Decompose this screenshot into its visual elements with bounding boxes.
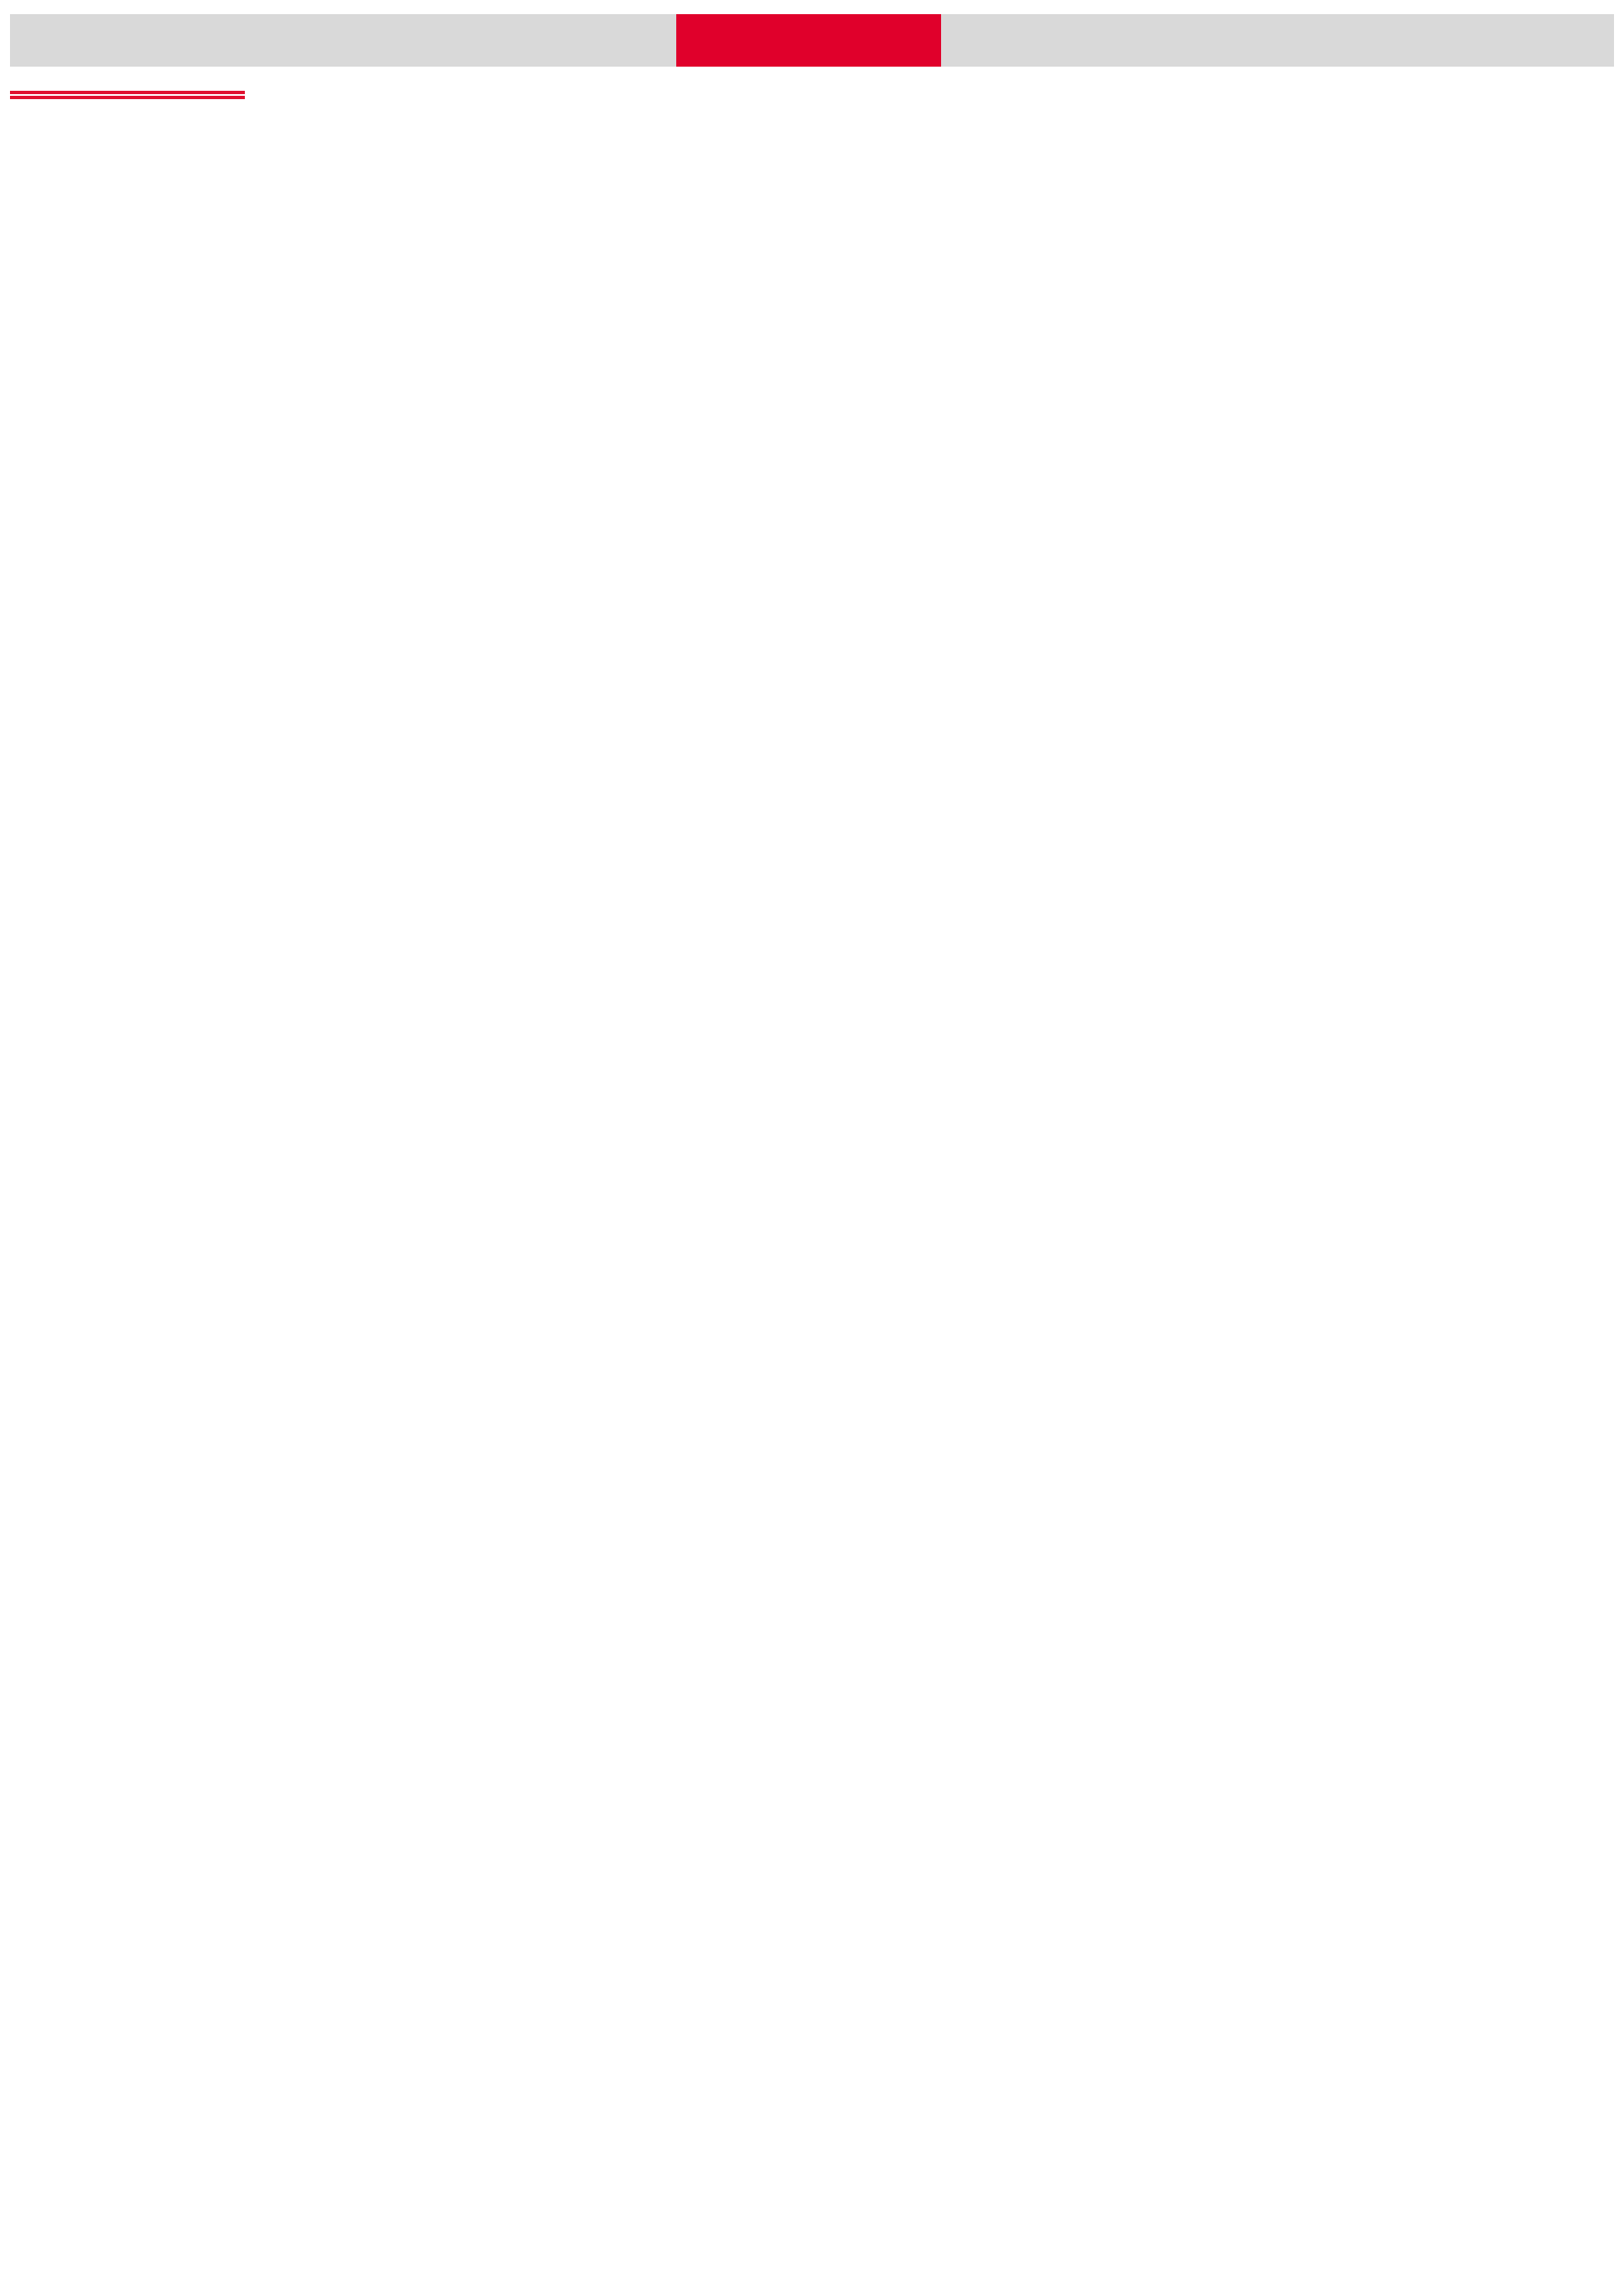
masthead-logo <box>676 14 941 67</box>
wang-redrule-top-full <box>10 91 245 98</box>
